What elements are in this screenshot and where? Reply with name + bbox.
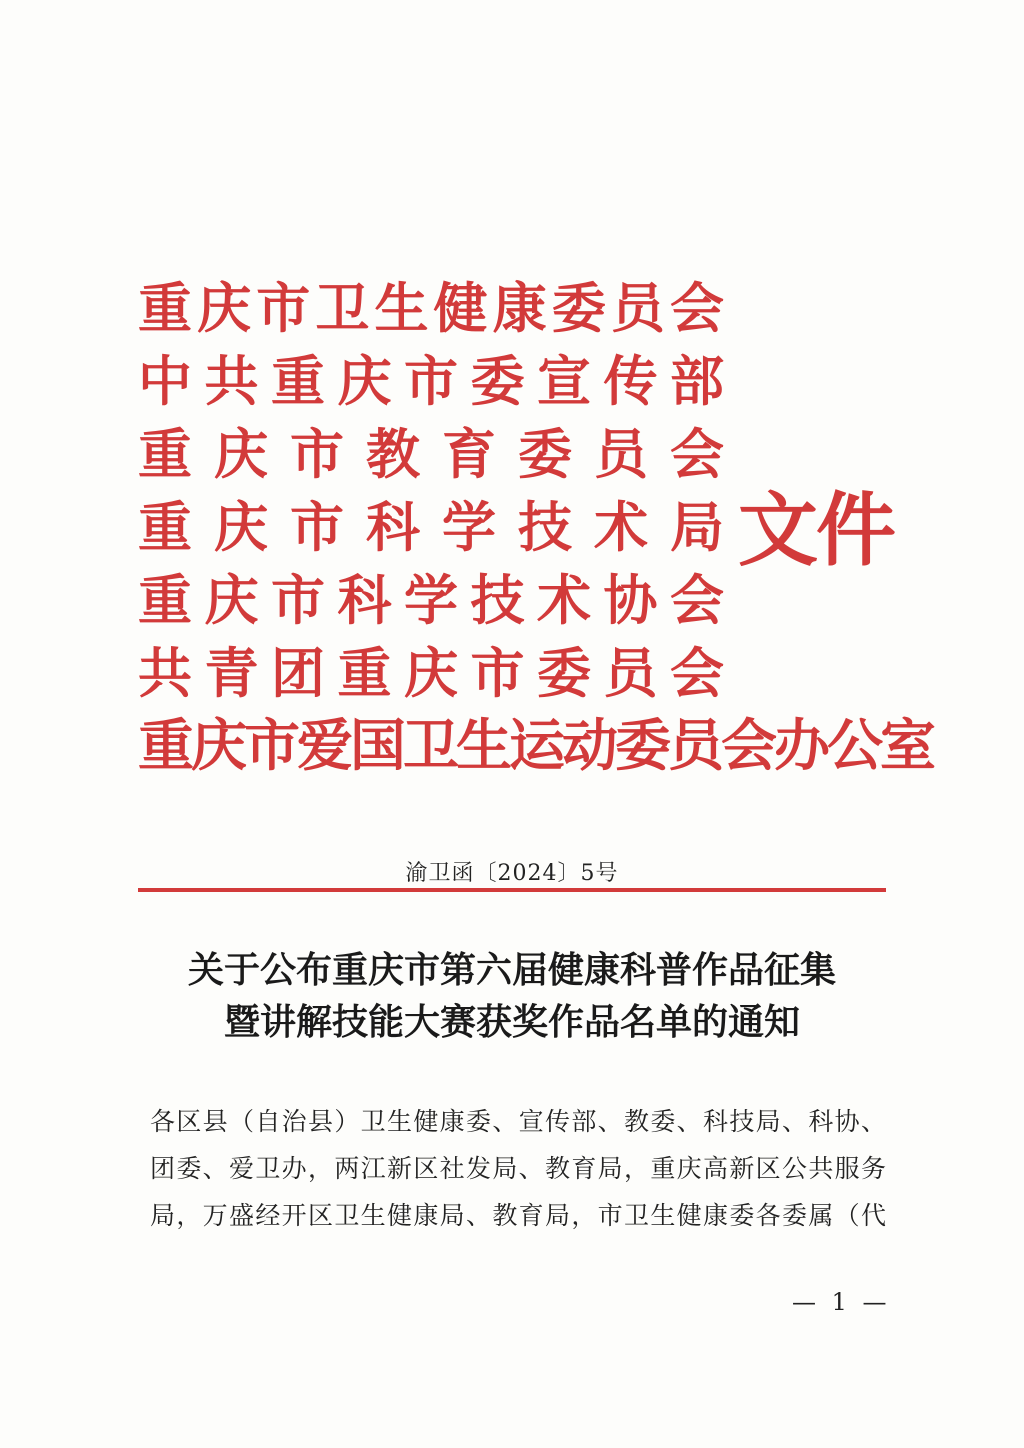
body-line-2: 团委、爱卫办，两江新区社发局、教育局，重庆高新区公共服务: [150, 1154, 886, 1183]
issuer-patriotic-health-office: 重庆市爱国卫生运动委员会办公室: [138, 713, 933, 779]
issuer-publicity-department: 中共重庆市委宣传部: [138, 349, 724, 413]
body-paragraph: [150, 1098, 886, 1239]
page-number: — 1 —: [792, 1288, 891, 1316]
issuer-education-commission: 重庆市教育委员会: [138, 422, 724, 486]
document-number: 渝卫函〔2024〕5号: [405, 861, 619, 886]
body-line-1: 各区县（自治县）卫生健康委、宣传部、教委、科技局、科协、: [150, 1107, 886, 1136]
title-line-2: 暨讲解技能大赛获奖作品名单的通知: [223, 1001, 800, 1043]
body-line-3: 局，万盛经开区卫生健康局、教育局，市卫生健康委各委属（代: [150, 1201, 886, 1230]
red-separator-line: [138, 888, 886, 892]
issuer-science-technology-bureau: 重庆市科学技术局: [138, 495, 724, 559]
issuer-science-technology-association: 重庆市科学技术协会: [138, 568, 724, 632]
title-line-1: 关于公布重庆市第六届健康科普作品征集: [187, 949, 836, 991]
issuer-health-commission: 重庆市卫生健康委员会: [138, 276, 724, 340]
issuer-youth-league-committee: 共青团重庆市委员会: [138, 641, 724, 705]
document-word: 文件: [738, 483, 894, 577]
document-title: [0, 944, 1024, 1048]
